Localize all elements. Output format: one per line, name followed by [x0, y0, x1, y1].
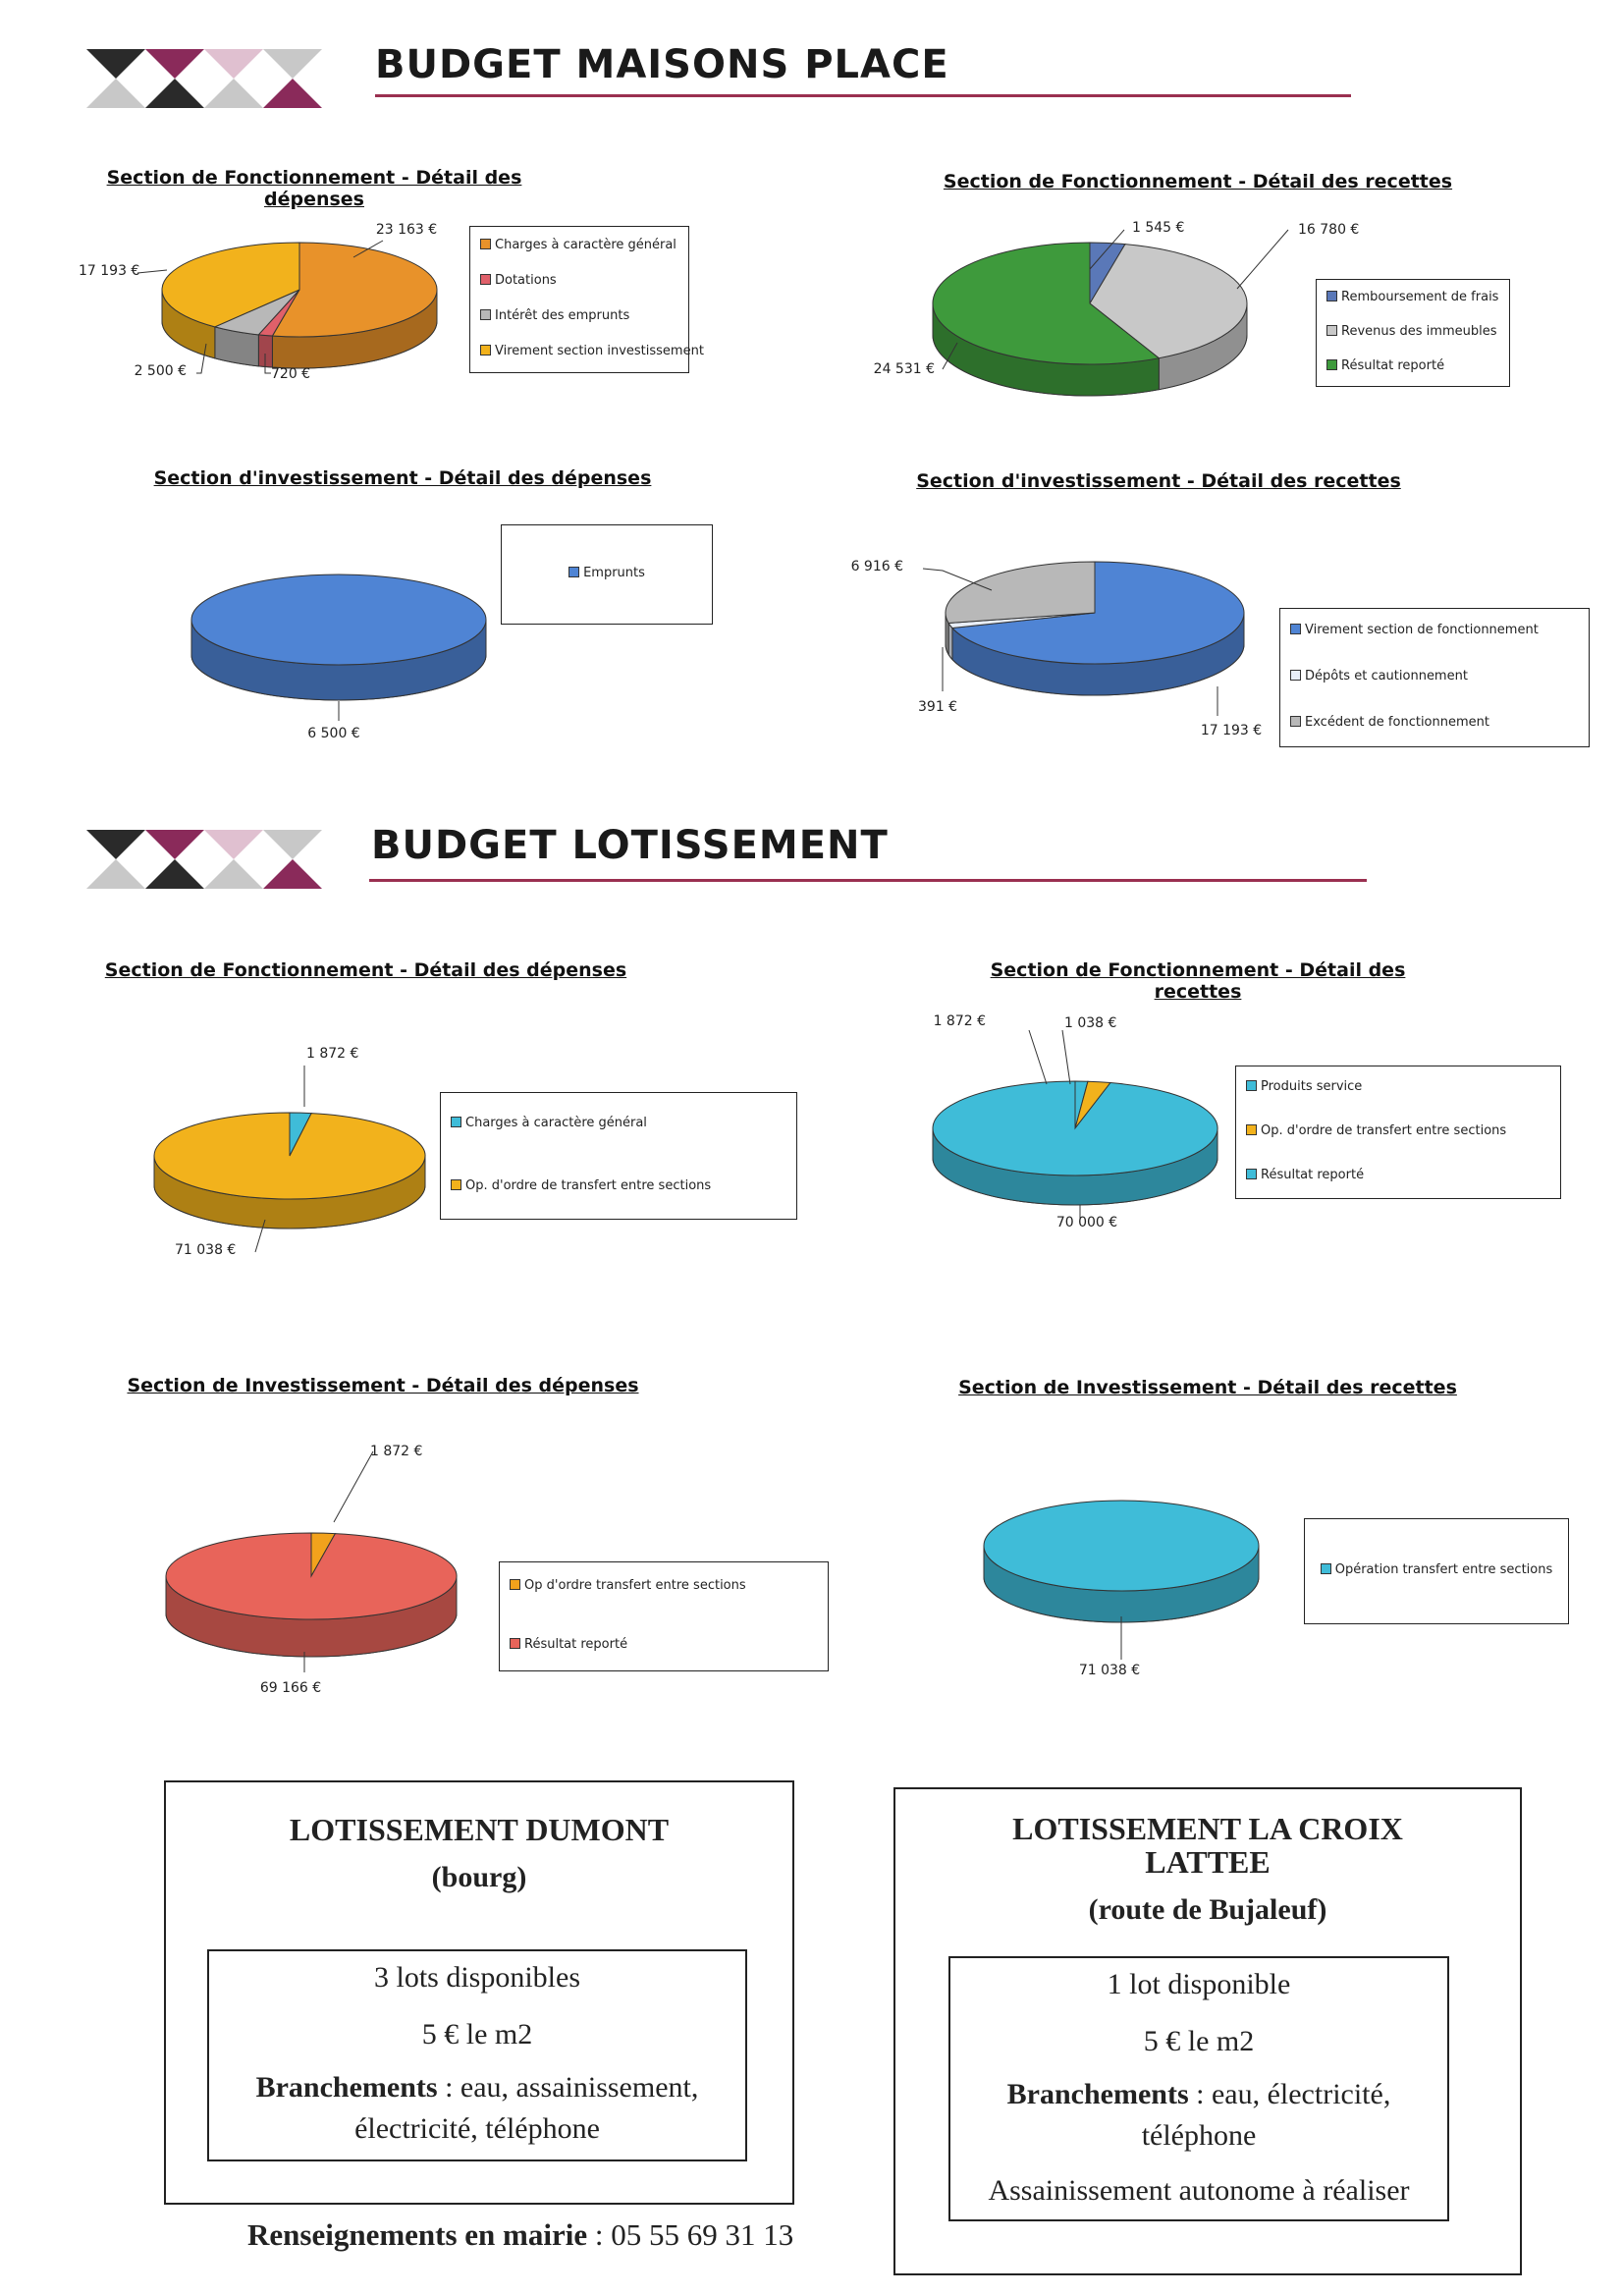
legend-label: Revenus des immeubles — [1341, 324, 1497, 339]
leader-line — [1062, 1030, 1070, 1084]
data-label: 71 038 € — [1078, 1663, 1141, 1678]
lots-available: 3 lots disponibles — [373, 1961, 580, 1994]
banner-lotissement — [0, 810, 1623, 928]
box-title: LOTISSEMENT DUMONT — [289, 1812, 670, 1847]
box-subtitle: (bourg) — [431, 1861, 527, 1893]
legend-item — [1326, 358, 1444, 373]
data-label: 23 163 € — [375, 222, 438, 238]
pie-slice — [933, 1081, 1217, 1175]
legend-label: Charges à caractère général — [495, 238, 676, 252]
banner-maisons-place — [0, 29, 1623, 147]
branchements-cont: téléphone — [1141, 2119, 1257, 2152]
contact-line — [247, 2217, 793, 2253]
data-label: 391 € — [918, 699, 958, 715]
legend-item — [480, 308, 629, 323]
chart-legend — [501, 524, 713, 625]
chart-title: Section de Investissement - Détail des recettes — [958, 1377, 1457, 1398]
legend-swatch — [510, 1579, 520, 1590]
chart-legend — [1304, 1518, 1569, 1624]
leader-line — [1029, 1030, 1047, 1084]
data-label: 70 000 € — [1055, 1215, 1118, 1230]
branchements — [209, 2067, 745, 2108]
legend-item — [1290, 669, 1468, 683]
pie-chart-invest-depenses — [147, 467, 756, 792]
legend-item — [1326, 290, 1498, 304]
legend-item — [451, 1178, 711, 1193]
pie-chart-lot-invest-depenses — [108, 1375, 795, 1699]
legend-item — [1246, 1123, 1506, 1138]
data-label: 720 € — [271, 366, 311, 382]
box-subtitle: (route de Bujaleuf) — [1088, 1893, 1327, 1926]
leader-line — [334, 1451, 373, 1522]
legend-item — [502, 566, 712, 580]
legend-swatch — [480, 309, 491, 320]
lotissement-dumont-box — [164, 1780, 794, 2205]
pie-slice — [154, 1113, 425, 1199]
legend-label: Opération transfert entre sections — [1334, 1562, 1553, 1577]
pie-slice-side — [948, 623, 952, 659]
price: 5 € le m2 — [1143, 2025, 1255, 2057]
contact-phone: : 05 55 69 31 13 — [587, 2217, 794, 2252]
price: 5 € le m2 — [421, 2018, 533, 2050]
pie-chart-fonct-recettes — [844, 171, 1551, 495]
legend-item — [1246, 1168, 1364, 1182]
legend-item — [480, 238, 676, 252]
data-label: 1 872 € — [370, 1444, 423, 1459]
pie-chart-invest-recettes — [844, 470, 1591, 794]
branchements — [950, 2074, 1447, 2115]
legend-item — [1290, 623, 1539, 637]
extra-note: Assainissement autonome à réaliser — [988, 2174, 1410, 2207]
legend-swatch — [451, 1117, 461, 1127]
contact-label: Renseignements en mairie — [247, 2217, 588, 2252]
lot-details — [207, 1949, 747, 2161]
chevron-ornament-icon — [86, 825, 352, 894]
box-title: LOTISSEMENT LA CROIX — [1012, 1811, 1403, 1846]
legend-swatch — [510, 1638, 520, 1649]
legend-swatch — [1321, 1563, 1331, 1574]
data-label: 1 872 € — [933, 1013, 986, 1029]
data-label: 2 500 € — [134, 363, 187, 379]
data-label: 16 780 € — [1298, 222, 1360, 238]
legend-label: Remboursement de frais — [1341, 290, 1499, 304]
divider — [375, 94, 1351, 97]
leader-line — [137, 270, 167, 273]
chart-title: Section de Fonctionnement - Détail des recettes — [943, 171, 1453, 192]
data-label: 6 500 € — [307, 726, 360, 741]
pie-chart-fonct-depenses — [59, 167, 746, 491]
legend-label: Dotations — [495, 273, 557, 288]
legend-item — [510, 1578, 746, 1593]
branch-label: Branchements — [255, 2071, 438, 2104]
data-label: 6 916 € — [850, 559, 903, 574]
chart-legend — [499, 1561, 829, 1671]
legend-label: Virement section de fonctionnement — [1305, 623, 1539, 637]
chart-title: Section de Investissement - Détail des dépenses — [127, 1375, 639, 1396]
chart-legend — [440, 1092, 797, 1220]
legend-label: Résultat reporté — [1261, 1168, 1365, 1182]
data-label: 69 166 € — [259, 1680, 322, 1696]
section-title: BUDGET LOTISSEMENT — [371, 823, 889, 868]
legend-swatch — [1326, 291, 1337, 301]
data-label: 17 193 € — [1200, 723, 1263, 738]
legend-label: Op. d'ordre de transfert entre sections — [1261, 1123, 1507, 1138]
data-label: 1 872 € — [306, 1046, 359, 1062]
branchements-cont: électricité, téléphone — [354, 2112, 600, 2145]
legend-swatch — [480, 274, 491, 285]
pie-chart-lot-invest-recettes — [903, 1377, 1610, 1701]
pie-svg — [147, 467, 756, 801]
legend-label: Résultat reporté — [1341, 358, 1445, 373]
chevron-ornament-icon — [86, 44, 352, 113]
legend-item — [480, 273, 557, 288]
lot-details — [948, 1956, 1449, 2221]
chart-legend — [1279, 608, 1590, 747]
legend-swatch — [1326, 325, 1337, 336]
pie-slice — [166, 1533, 457, 1619]
lotissement-croix-box — [893, 1787, 1522, 2275]
legend-label: Virement section investissement — [495, 344, 704, 358]
legend-swatch — [1290, 624, 1301, 634]
data-label: 71 038 € — [175, 1242, 237, 1258]
section-title: BUDGET MAISONS PLACE — [375, 42, 949, 87]
data-label: 17 193 € — [79, 263, 140, 279]
branch-text: : eau, électricité, — [1188, 2078, 1391, 2110]
legend-label: Op. d'ordre de transfert entre sections — [465, 1178, 712, 1193]
branch-label: Branchements — [1006, 2078, 1189, 2110]
pie-chart-lot-fonct-recettes — [884, 959, 1591, 1284]
chart-title: Section d'investissement - Détail des recettes — [916, 470, 1401, 492]
pie-slice — [946, 562, 1095, 623]
legend-swatch — [1326, 359, 1337, 370]
legend-label: Op d'ordre transfert entre sections — [524, 1578, 746, 1593]
legend-label: Emprunts — [583, 566, 645, 580]
legend-label: Produits service — [1261, 1079, 1363, 1094]
legend-item — [510, 1637, 627, 1652]
branch-text: : eau, assainissement, — [437, 2071, 699, 2104]
data-label: 1 038 € — [1064, 1015, 1117, 1031]
pie-slice — [984, 1501, 1259, 1591]
leader-line — [1237, 230, 1288, 289]
chart-legend — [1316, 279, 1510, 387]
legend-item — [1246, 1079, 1362, 1094]
legend-swatch — [1246, 1124, 1257, 1135]
chart-legend — [469, 226, 704, 373]
legend-label: Intérêt des emprunts — [495, 308, 630, 323]
legend-swatch — [1290, 670, 1301, 681]
box-title-line2: LATTEE — [1145, 1844, 1271, 1880]
legend-swatch — [568, 567, 579, 577]
legend-item — [1326, 324, 1497, 339]
legend-label: Dépôts et cautionnement — [1305, 669, 1468, 683]
chart-legend — [1235, 1066, 1561, 1199]
legend-swatch — [480, 345, 491, 355]
pie-chart-lot-fonct-depenses — [98, 959, 785, 1284]
legend-swatch — [480, 239, 491, 249]
legend-item — [1290, 715, 1489, 730]
chart-title: Section de Fonctionnement - Détail des dépenses — [104, 959, 627, 981]
divider — [369, 879, 1367, 882]
data-label: 1 545 € — [1132, 220, 1185, 236]
legend-swatch — [1290, 716, 1301, 727]
legend-label: Excédent de fonctionnement — [1305, 715, 1489, 730]
legend-label: Charges à caractère général — [465, 1116, 647, 1130]
chart-title: Section de Fonctionnement - Détail des recettes — [990, 959, 1406, 1003]
legend-item — [451, 1116, 647, 1130]
legend-item — [1305, 1562, 1568, 1577]
legend-swatch — [451, 1179, 461, 1190]
chart-title: Section de Fonctionnement - Détail des dépenses — [106, 167, 522, 210]
lots-available: 1 lot disponible — [1107, 1968, 1291, 2000]
data-label: 24 531 € — [873, 361, 935, 377]
pie-slice — [191, 574, 486, 665]
legend-label: Résultat reporté — [524, 1637, 628, 1652]
legend-swatch — [1246, 1169, 1257, 1179]
chart-title: Section d'investissement - Détail des dépenses — [153, 467, 652, 489]
legend-item — [480, 344, 704, 358]
legend-swatch — [1246, 1080, 1257, 1091]
